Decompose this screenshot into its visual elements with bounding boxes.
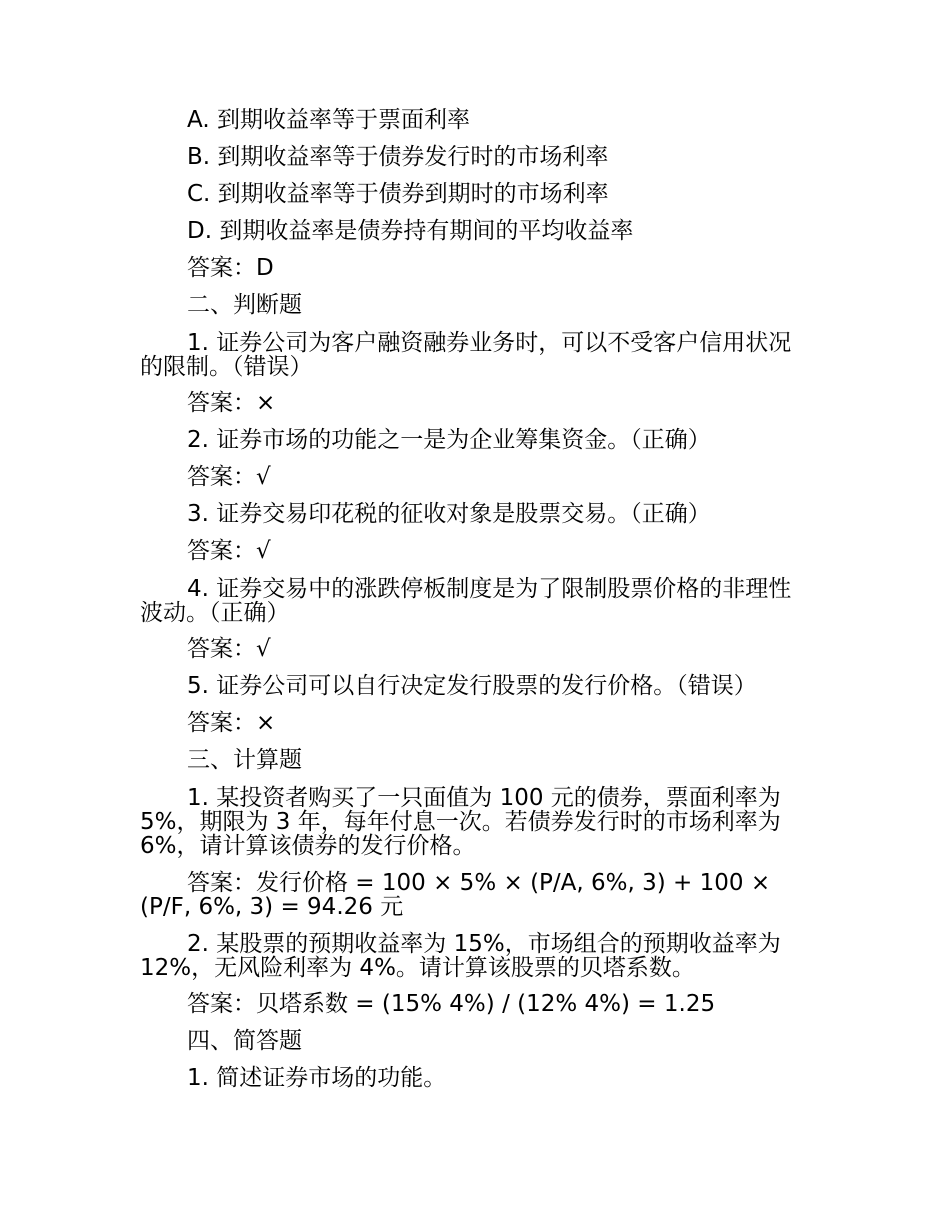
answer-choice: 答案：D (187, 255, 274, 281)
document-body (140, 102, 810, 1097)
calculation-question-1: 1. 某投资者购买了一只面值为 100 元的债券，票面利率为 5%，期限为 3 年，每年付息一次。若债券发行时的市场利率为 6%，请计算该债券的发行价格。 (140, 785, 781, 859)
section-heading-true-false: 二、判断题 (187, 292, 302, 318)
option-d: D. 到期收益率是债券持有期间的平均收益率 (187, 218, 634, 244)
true-false-question-2: 2. 证券市场的功能之一是为企业筹集资金。（正确） (187, 427, 711, 453)
section-heading-calculation: 三、计算题 (187, 747, 302, 773)
calculation-answer-2: 答案：贝塔系数 = (15% 4%) / (12% 4%) = 1.25 (187, 991, 716, 1017)
true-false-answer-3: 答案：√ (187, 538, 271, 564)
calculation-answer-1: 答案：发行价格 = 100 × 5% × (P/A, 6%, 3) + 100 × (P/F, 6%, 3) = 94.26 元 (140, 870, 771, 920)
true-false-answer-4: 答案：√ (187, 636, 271, 662)
short-answer-question-1: 1. 简述证券市场的功能。 (187, 1065, 447, 1091)
true-false-answer-1: 答案：× (187, 390, 276, 416)
true-false-answer-5: 答案：× (187, 710, 276, 736)
true-false-question-3: 3. 证券交易印花税的征收对象是股票交易。（正确） (187, 501, 711, 527)
true-false-question-1: 1. 证券公司为客户融资融券业务时，可以不受客户信用状况的限制。（错误） (140, 330, 792, 380)
section-heading-short-answer: 四、简答题 (187, 1028, 302, 1054)
option-a: A. 到期收益率等于票面利率 (187, 107, 470, 133)
true-false-question-5: 5. 证券公司可以自行决定发行股票的发行价格。（错误） (187, 673, 757, 699)
calculation-question-2: 2. 某股票的预期收益率为 15%，市场组合的预期收益率为 12%，无风险利率为 4%。请计算该股票的贝塔系数。 (140, 931, 781, 981)
option-c: C. 到期收益率等于债券到期时的市场利率 (187, 181, 609, 207)
true-false-answer-2: 答案：√ (187, 464, 271, 490)
true-false-question-4: 4. 证券交易中的涨跌停板制度是为了限制股票价格的非理性波动。（正确） (140, 576, 792, 626)
option-b: B. 到期收益率等于债券发行时的市场利率 (187, 144, 609, 170)
